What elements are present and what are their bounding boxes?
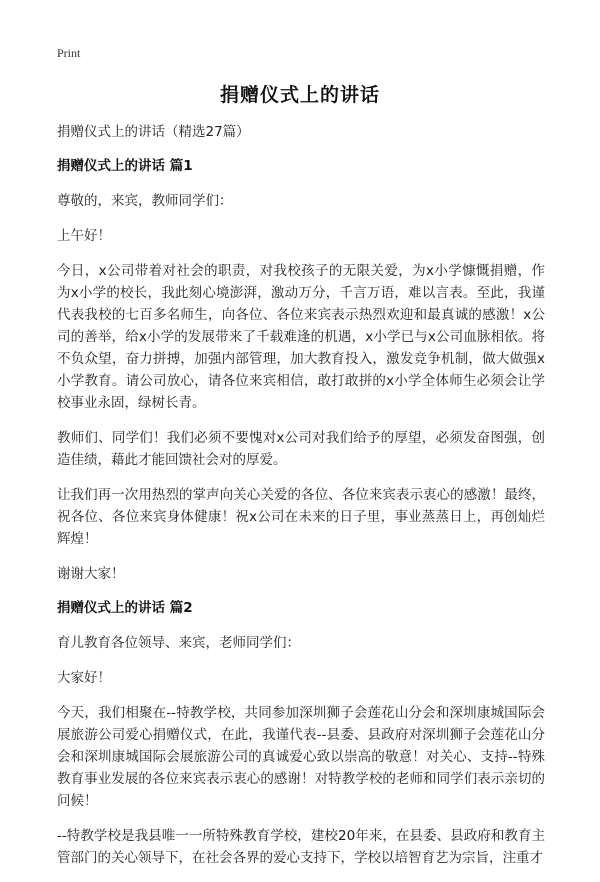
- section-heading: 捐赠仪式上的讲话 篇1: [57, 158, 193, 174]
- paragraph: 谢谢大家！: [57, 566, 125, 582]
- document-subtitle: 捐赠仪式上的讲话（精选27篇）: [57, 124, 250, 140]
- paragraph: 今日，x公司带着对社会的职责，对我校孩子的无限关爱，为x小学慷慨捐赠，作为x小学的校长，我此刻心境澎湃，激动万分，千言万语，难以言表。至此，我谨代表我校的七百多名师生，向各位、各位来宾表示热烈欢迎和最真诚的感激！x公司的善举，给x小学的发展带来了千载难逢的机遇，x小学已与x公司血脉相依。将不负众望，奋力拼搏，加强内部管理，加大教育投入，激发竞争机制，做大做强x小学教育。请公司放心，请各位来宾相信，敢打敢拼的x小学全体师生必须会让学校事业永固，绿树长青。: [57, 263, 545, 411]
- page-title: 捐赠仪式上的讲话: [219, 84, 380, 106]
- paragraph: 大家好！: [57, 670, 111, 686]
- paragraph: 育儿教育各位领导、来宾，老师同学们：: [57, 635, 300, 651]
- section-1: [57, 156, 545, 585]
- paragraph: 尊敬的，来宾，教师同学们：: [57, 193, 233, 209]
- section-2: [57, 598, 545, 869]
- section-heading: 捐赠仪式上的讲话 篇2: [57, 600, 193, 616]
- paragraph: 今天，我们相聚在--特教学校，共同参加深圳狮子会莲花山分会和深圳康城国际会展旅游公司爱心捐赠仪式，在此，我谨代表--县委、县政府对深圳狮子会莲花山分会和深圳康城国际会展旅游公司的真诚爱心致以崇高的敬意！对关心、支持--特殊教育事业发展的各位来宾表示衷心的感谢！对特教学校的老师和同学们表示亲切的问候！: [57, 705, 545, 809]
- paragraph: 让我们再一次用热烈的掌声向关心关爱的各位、各位来宾表示衷心的感激！最终，祝各位、各位来宾身体健康！祝x公司在未来的日子里，事业蒸蒸日上，再创灿烂辉煌！: [57, 487, 545, 547]
- print-label: Print: [57, 46, 81, 60]
- paragraph: --特教学校是我县唯一一所特殊教育学校，建校20年来，在县委、县政府和教育主管部门的关心领导下，在社会各界的爱心支持下，学校以培智育艺为宗旨，注重才: [57, 828, 545, 866]
- paragraph: 上午好！: [57, 228, 111, 244]
- document-body: [57, 122, 545, 882]
- paragraph: 教师们、同学们！我们必须不要愧对x公司对我们给予的厚望，必须发奋图强，创造佳绩，藉此才能回馈社会对的厚爱。: [57, 430, 545, 468]
